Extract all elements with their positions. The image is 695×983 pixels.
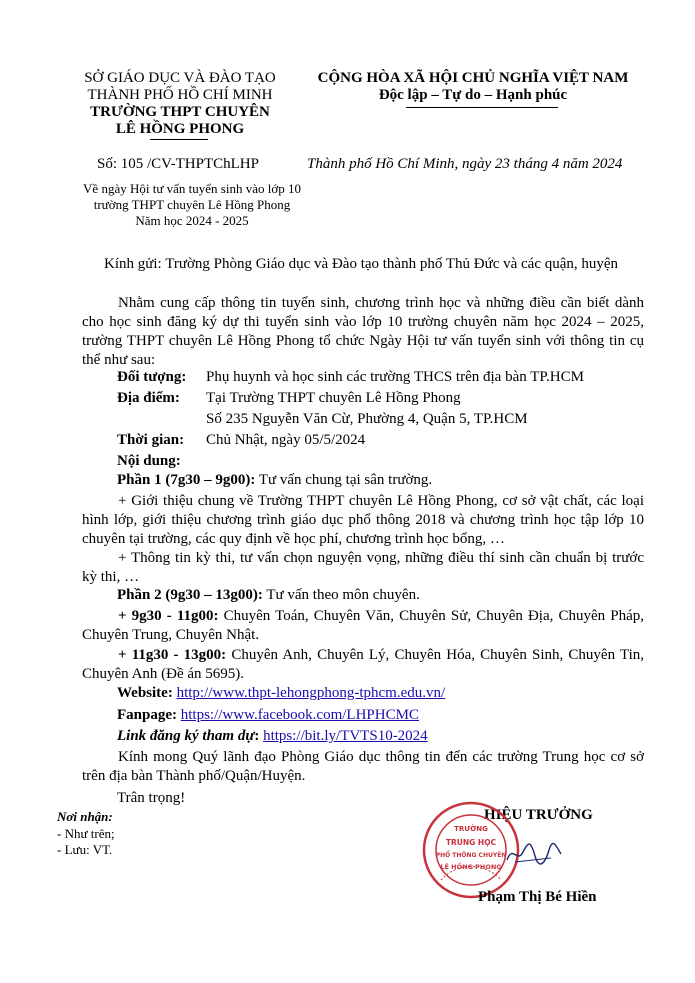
agency-line-1: SỞ GIÁO DỤC VÀ ĐÀO TẠO [84,70,276,86]
seal-line-3: PHỔ THÔNG CHUYÊN [435,852,507,859]
part1-title: Phần 1 (7g30 – 9g00): [117,472,256,488]
handwritten-signature [505,838,563,868]
doc-number: Số: 105 /CV-THPTChLHP [97,156,259,172]
target-value: Phụ huynh và học sinh các trường THCS trên địa bàn TP.HCM [206,369,584,385]
part2-heading [117,586,420,605]
agency-line-2: THÀNH PHỐ HỒ CHÍ MINH [87,87,273,103]
subject-line-1: Về ngày Hội tư vấn tuyển sinh vào lớp 10 [83,181,301,196]
part1-item2-text: + Thông tin kỳ thi, tư vấn chọn nguyện vọng, những điều thí sinh cần chuẩn bị trước kỳ thi, … [82,550,644,585]
seal-line-4: LÊ HỒNG PHONG [440,863,502,871]
fanpage-label: Fanpage: [117,707,177,723]
regards: Trân trọng! [117,790,186,806]
part2-slot1-label: + 9g30 - 11g00: [118,608,219,624]
nation-header [303,70,643,104]
part2-slot1 [82,607,644,645]
school-name-line-1: TRƯỜNG THPT CHUYÊN [90,104,270,120]
recipient: Kính gửi: Trường Phòng Giáo dục và Đào tạo thành phố Thủ Đức và các quận, huyện [104,256,619,272]
recipients-title: Nơi nhận: [57,809,113,824]
motto-underline [406,107,558,108]
part1-item1-text: + Giới thiệu chung về Trường THPT chuyên Lê Hồng Phong, cơ sở vật chất, các loại hình lớp, giới thiệu chương trình giáo dục phổ thông 2018 và chương trình học tập lớp 10 chuyên tại trường, các quy định về học phí, chương trình học bổng, … [82,493,644,547]
website-row [117,684,445,703]
recipients-item-1: - Như trên; [57,826,115,841]
school-name-line-2: LÊ HỒNG PHONG [115,121,245,137]
fanpage-row [117,706,419,725]
signer-title: HIỆU TRƯỞNG [484,807,593,823]
part2-slot2 [82,646,644,684]
register-label: Link đăng ký tham dự [117,728,255,744]
header-left-underline [150,139,208,140]
nation-title: CỘNG HÒA XÃ HỘI CHỦ NGHĨA VIỆT NAM [317,70,629,86]
register-colon: : [254,728,260,744]
closing-text: Kính mong Quý lãnh đạo Phòng Giáo dục thông tin đến các trường Trung học cơ sở trên địa bàn Thành phố/Quận/Huyện. [82,749,644,784]
seal-line-1: TRƯỜNG [454,825,488,833]
seal-line-2: TRUNG HỌC [445,838,497,847]
part2-slot2-text: Chuyên Anh, Chuyên Lý, Chuyên Hóa, Chuyên Sinh, Chuyên Tin, Chuyên Anh (Đề án 5695). [82,647,645,682]
part1-item2 [82,549,644,587]
time-value: Chủ Nhật, ngày 05/5/2024 [206,432,366,448]
subject-line-3: Năm học 2024 - 2025 [135,213,249,228]
part2-slot1-text: Chuyên Toán, Chuyên Văn, Chuyên Sử, Chuyên Địa, Chuyên Pháp, Chuyên Trung, Chuyên Nhật. [82,608,644,643]
website-link[interactable]: http://www.thpt-lehongphong-tphcm.edu.vn/ [176,685,446,701]
venue-line-2: Số 235 Nguyễn Văn Cừ, Phường 4, Quận 5, TP.HCM [206,411,528,427]
closing-paragraph [82,748,644,786]
intro-text: Nhằm cung cấp thông tin tuyển sinh, chương trình học và những điều cần biết dành cho học sinh đăng ký dự thi tuyển sinh vào lớp 10 trường chuyên năm học 2024 – 2025, trường THPT chuyên Lê Hồng Phong tổ chức Ngày Hội tư vấn tuyển sinh với thông tin cụ thể như sau: [82,295,644,368]
part1-desc: Tư vấn chung tại sân trường. [255,472,433,488]
part2-desc: Tư vấn theo môn chuyên. [262,587,420,603]
part2-title: Phần 2 (9g30 – 13g00): [117,587,263,603]
website-label: Website: [117,685,173,701]
target-label: Đối tượng: [117,369,187,385]
fanpage-link[interactable]: https://www.facebook.com/LHPHCMC [180,707,419,723]
register-link[interactable]: https://bit.ly/TVTS10-2024 [263,728,428,744]
register-row [117,727,428,746]
place-date: Thành phố Hồ Chí Minh, ngày 23 tháng 4 năm 2024 [307,156,623,172]
venue-line-1: Tại Trường THPT chuyên Lê Hồng Phong [206,390,461,406]
subject [72,181,312,229]
signer-name: Phạm Thị Bé Hiền [478,889,597,905]
content-label: Nội dung: [117,453,181,469]
venue-label: Địa điểm: [117,390,180,406]
time-label: Thời gian: [117,432,185,448]
subject-line-2: trường THPT chuyên Lê Hồng Phong [93,197,291,212]
agency-header [70,70,290,138]
nation-motto: Độc lập – Tự do – Hạnh phúc [378,87,568,103]
part2-slot2-label: + 11g30 - 13g00: [118,647,227,663]
part1-item1 [82,492,644,549]
intro-paragraph [82,294,644,370]
part1-heading [117,471,432,490]
recipients-item-2: - Lưu: VT. [57,842,113,857]
